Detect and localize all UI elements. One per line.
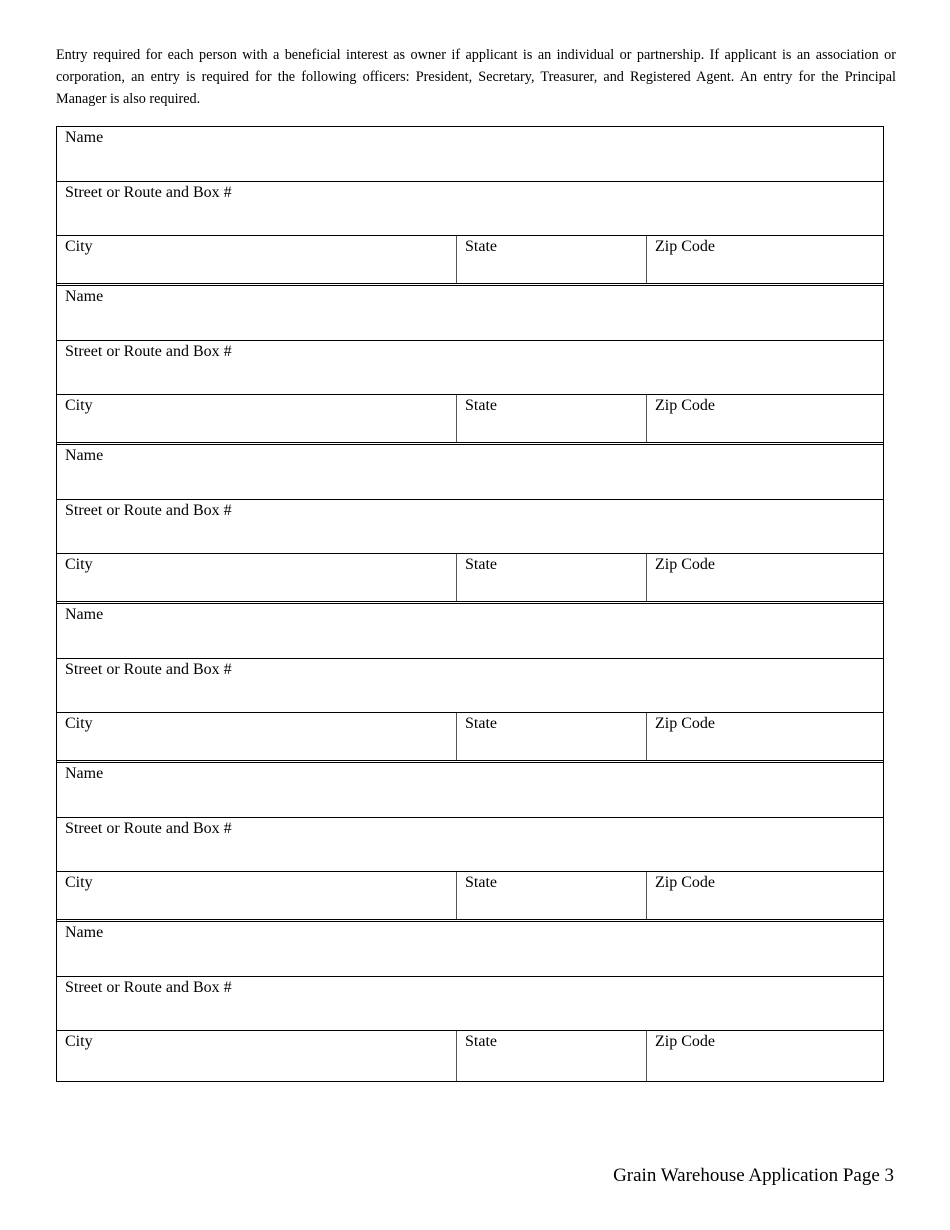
name-row — [57, 763, 883, 817]
name-row — [57, 127, 883, 181]
street-field[interactable] — [57, 500, 883, 553]
zip-field[interactable] — [647, 872, 883, 919]
street-field[interactable] — [57, 341, 883, 394]
name-field[interactable] — [57, 763, 883, 817]
name-row — [57, 922, 883, 976]
city-label: City — [65, 556, 93, 573]
street-label: Street or Route and Box # — [65, 502, 232, 519]
state-label: State — [465, 874, 497, 891]
state-label: State — [465, 556, 497, 573]
zip-field[interactable] — [647, 1031, 883, 1081]
street-row — [57, 817, 883, 871]
city-state-zip-row — [57, 235, 883, 283]
owner-officer-entries-table — [56, 126, 884, 1082]
city-field[interactable] — [57, 554, 457, 601]
zip-field[interactable] — [647, 713, 883, 760]
state-label: State — [465, 1033, 497, 1050]
street-field[interactable] — [57, 818, 883, 871]
city-field[interactable] — [57, 713, 457, 760]
state-field[interactable] — [457, 872, 647, 919]
street-row — [57, 499, 883, 553]
name-row — [57, 604, 883, 658]
zip-label: Zip Code — [655, 397, 715, 414]
city-state-zip-row — [57, 553, 883, 601]
page-footer: Grain Warehouse Application Page 3 — [613, 1165, 894, 1186]
street-row — [57, 340, 883, 394]
street-label: Street or Route and Box # — [65, 979, 232, 996]
city-label: City — [65, 397, 93, 414]
state-label: State — [465, 397, 497, 414]
city-label: City — [65, 238, 93, 255]
name-field[interactable] — [57, 127, 883, 181]
street-row — [57, 658, 883, 712]
zip-field[interactable] — [647, 236, 883, 283]
city-label: City — [65, 715, 93, 732]
entry-3 — [57, 442, 883, 601]
state-field[interactable] — [457, 395, 647, 442]
street-field[interactable] — [57, 659, 883, 712]
name-field[interactable] — [57, 604, 883, 658]
name-label: Name — [65, 924, 104, 941]
zip-label: Zip Code — [655, 715, 715, 732]
city-state-zip-row — [57, 871, 883, 919]
city-field[interactable] — [57, 236, 457, 283]
name-label: Name — [65, 447, 104, 464]
name-label: Name — [65, 288, 104, 305]
state-field[interactable] — [457, 713, 647, 760]
city-label: City — [65, 874, 93, 891]
name-field[interactable] — [57, 445, 883, 499]
name-field[interactable] — [57, 286, 883, 340]
street-field[interactable] — [57, 977, 883, 1030]
city-state-zip-row — [57, 1030, 883, 1081]
name-row — [57, 445, 883, 499]
name-label: Name — [65, 606, 104, 623]
street-row — [57, 181, 883, 235]
city-field[interactable] — [57, 395, 457, 442]
city-label: City — [65, 1033, 93, 1050]
city-field[interactable] — [57, 1031, 457, 1081]
entry-1 — [57, 127, 883, 283]
name-field[interactable] — [57, 922, 883, 976]
city-field[interactable] — [57, 872, 457, 919]
state-field[interactable] — [457, 554, 647, 601]
zip-label: Zip Code — [655, 1033, 715, 1050]
state-label: State — [465, 238, 497, 255]
street-field[interactable] — [57, 182, 883, 235]
state-label: State — [465, 715, 497, 732]
name-label: Name — [65, 129, 104, 146]
zip-field[interactable] — [647, 554, 883, 601]
entry-5 — [57, 760, 883, 919]
street-label: Street or Route and Box # — [65, 661, 232, 678]
entry-6 — [57, 919, 883, 1081]
zip-label: Zip Code — [655, 556, 715, 573]
street-label: Street or Route and Box # — [65, 343, 232, 360]
city-state-zip-row — [57, 394, 883, 442]
street-label: Street or Route and Box # — [65, 820, 232, 837]
street-row — [57, 976, 883, 1030]
name-label: Name — [65, 765, 104, 782]
instructions-paragraph: Entry required for each person with a beneficial interest as owner if applicant is an individual or partnership. If applicant is an association or corporation, an entry is required for the following officers: President, Secretary, Treasurer, and Registered Agent. An entry for the Principal Manager is also required. — [56, 47, 896, 107]
city-state-zip-row — [57, 712, 883, 760]
name-row — [57, 286, 883, 340]
zip-label: Zip Code — [655, 238, 715, 255]
state-field[interactable] — [457, 236, 647, 283]
zip-label: Zip Code — [655, 874, 715, 891]
street-label: Street or Route and Box # — [65, 184, 232, 201]
zip-field[interactable] — [647, 395, 883, 442]
state-field[interactable] — [457, 1031, 647, 1081]
entry-4 — [57, 601, 883, 760]
entry-2 — [57, 283, 883, 442]
